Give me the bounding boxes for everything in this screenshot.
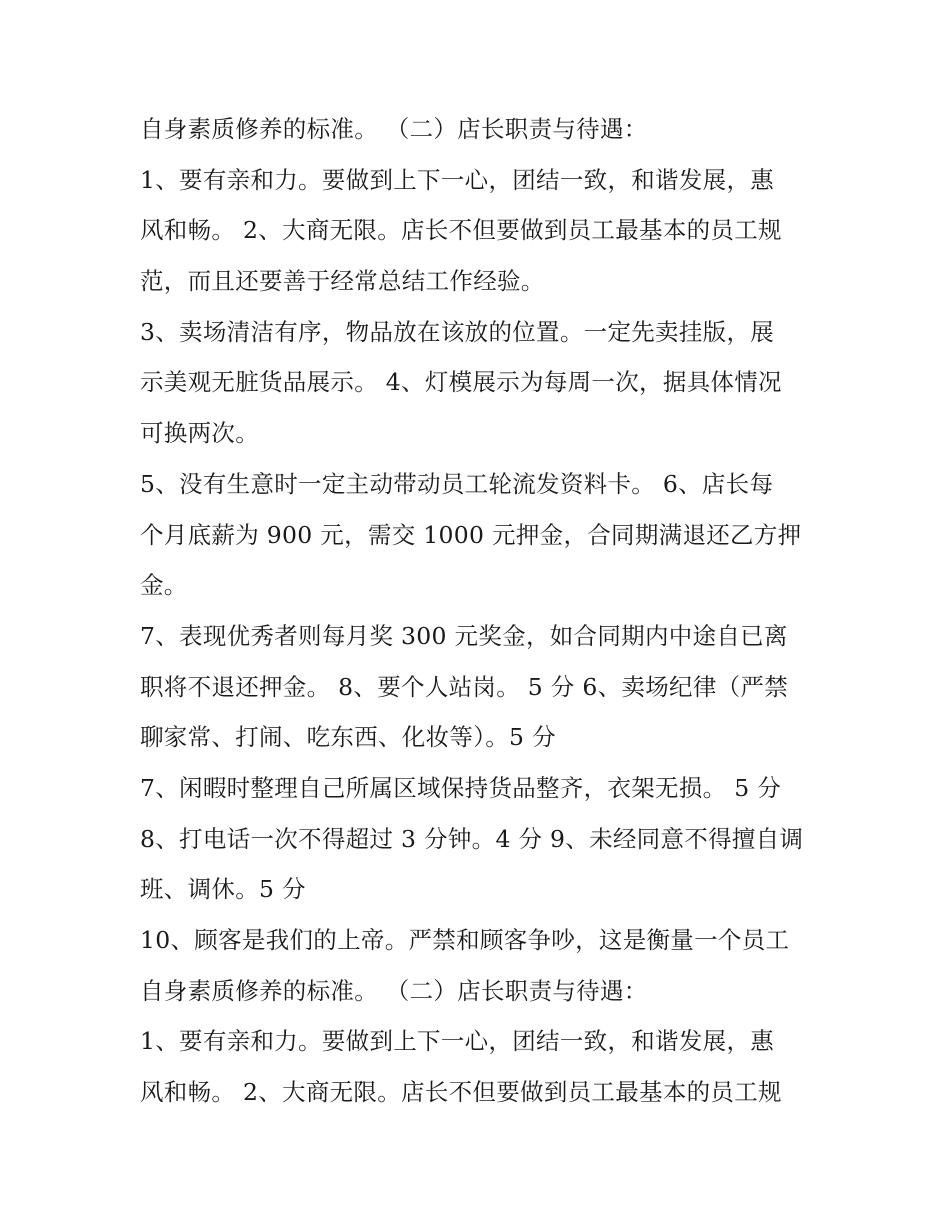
text-line: 1、要有亲和力。要做到上下一心，团结一致，和谐发展，惠 — [140, 1027, 775, 1056]
text-line: 示美观无脏货品展示。 4、灯模展示为每周一次，据具体情况 — [140, 368, 782, 397]
text-line: 聊家常、打闹、吃东西、化妆等）。5 分 — [140, 723, 556, 752]
text-line: 自身素质修养的标准。 （二）店长职责与待遇： — [140, 976, 648, 1005]
text-line: 班、调休。5 分 — [140, 875, 306, 904]
text-line: 10、顾客是我们的上帝。严禁和顾客争吵，这是衡量一个员工 — [140, 926, 790, 954]
text-line: 7、表现优秀者则每月奖 300 元奖金，如合同期内中途自已离 — [140, 621, 788, 650]
text-line: 金。 — [140, 571, 188, 600]
text-line: 3、卖场清洁有序，物品放在该放的位置。一定先卖挂版，展 — [140, 317, 775, 346]
document-body — [140, 104, 820, 1118]
text-line: 个月底薪为 900 元，需交 1000 元押金，合同期满退还乙方押 — [140, 520, 802, 549]
text-line: 7、闲暇时整理自己所属区域保持货品整齐，衣架无损。 5 分 — [140, 773, 782, 802]
text-line: 风和畅。 2、大商无限。店长不但要做到员工最基本的员工规 — [140, 1078, 782, 1107]
text-line: 自身素质修养的标准。 （二）店长职责与待遇： — [140, 115, 648, 143]
text-line: 职将不退还押金。 8、要个人站岗。 5 分 6、卖场纪律（严禁 — [140, 672, 789, 701]
text-line: 5、没有生意时一定主动带动员工轮流发资料卡。 6、店长每 — [140, 469, 774, 498]
text-line: 风和畅。 2、大商无限。店长不但要做到员工最基本的员工规 — [140, 216, 782, 245]
text-line: 范，而且还要善于经常总结工作经验。 — [140, 267, 545, 296]
text-line: 可换两次。 — [140, 419, 259, 448]
text-line: 1、要有亲和力。要做到上下一心，团结一致，和谐发展，惠 — [140, 165, 775, 194]
text-line: 8、打电话一次不得超过 3 分钟。4 分 9、未经同意不得擅自调 — [140, 824, 804, 853]
